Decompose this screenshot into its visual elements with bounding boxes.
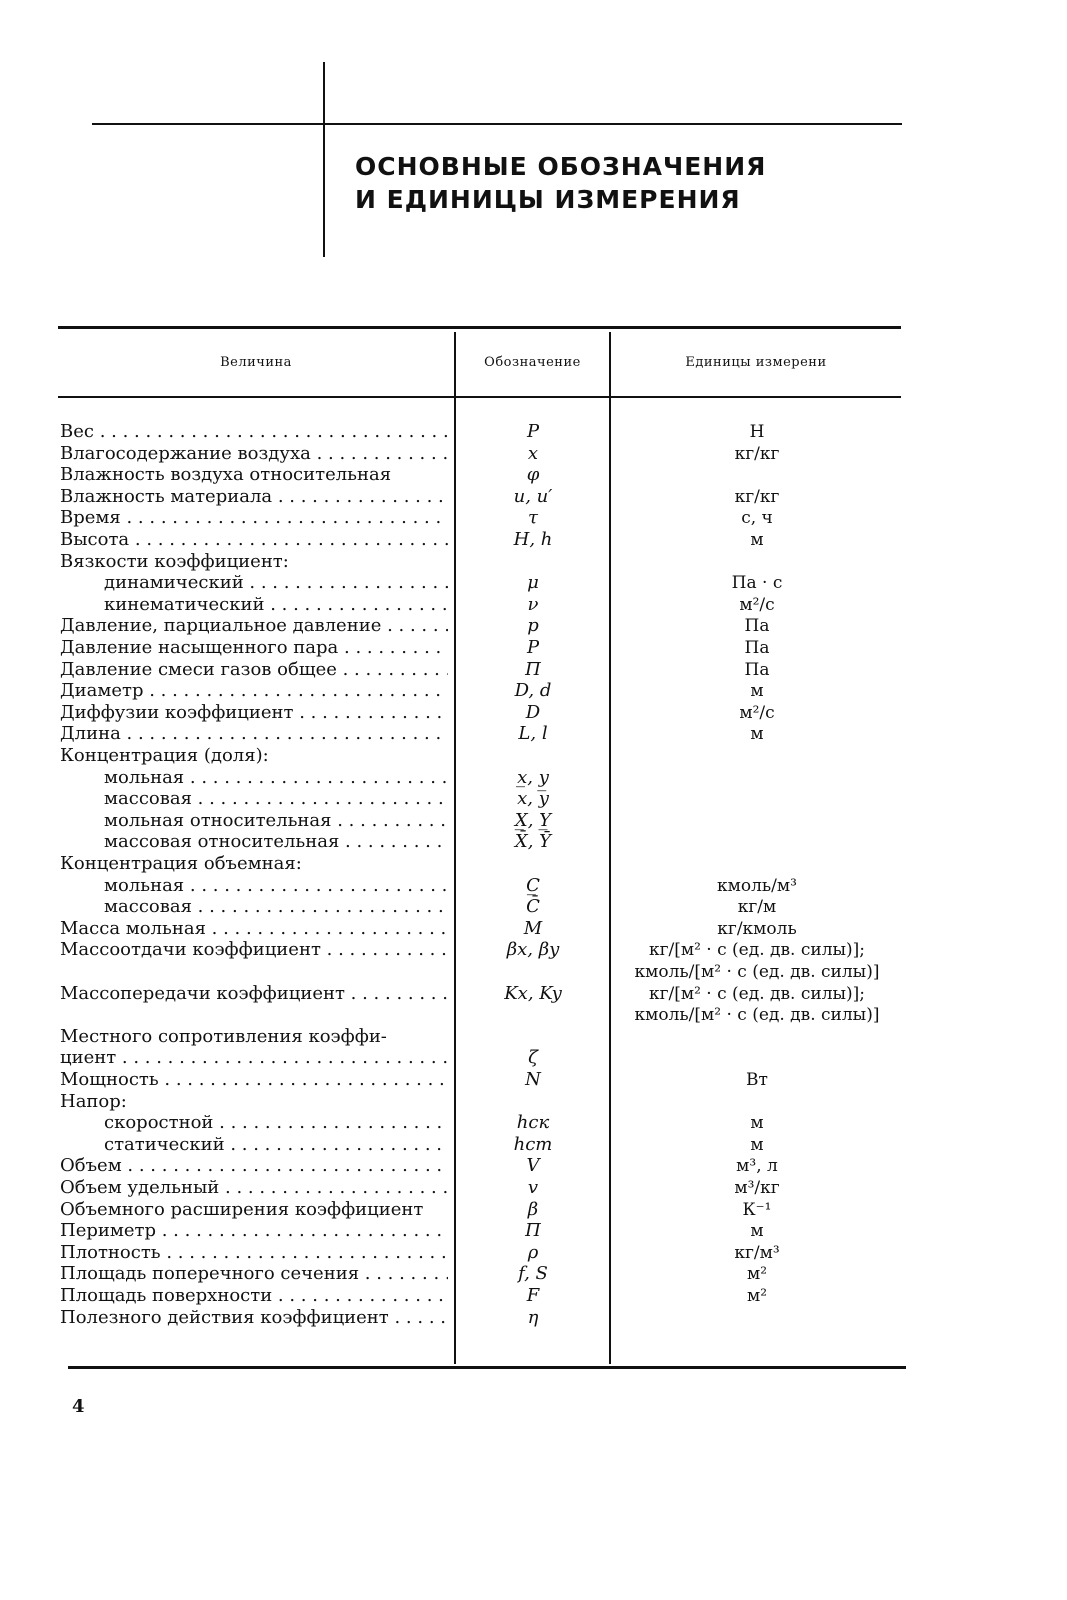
quantity-symbol: η <box>527 1306 539 1328</box>
quantity-symbol: H, h <box>513 529 553 550</box>
table-row <box>60 1091 902 1113</box>
quantity-name: Массопередачи коэффициент . . . <box>60 983 448 1005</box>
quantity-symbol: hск <box>516 1112 550 1134</box>
quantity-symbol: D <box>525 701 541 723</box>
quantity-symbol: D, d <box>514 680 552 702</box>
table-row <box>60 464 902 486</box>
table-row <box>60 1242 902 1264</box>
quantity-symbol: hст <box>513 1133 553 1155</box>
quantity-name: массовая относительная . . . <box>104 831 448 853</box>
quantity-symbol: ν <box>527 593 539 615</box>
quantity-name: мольная . . . <box>104 767 448 789</box>
quantity-name: Вес . . . <box>60 421 448 443</box>
header-vertical-rule <box>323 62 325 257</box>
quantity-name: кинематический . . . <box>104 594 448 616</box>
quantity-symbol: V <box>526 1155 540 1177</box>
quantity-name <box>60 961 448 983</box>
quantity-name: Масса мольная . . . <box>60 918 448 940</box>
table-row <box>60 810 902 832</box>
quantity-symbol: p <box>527 615 539 637</box>
table-row <box>60 1263 902 1285</box>
page-title: ОСНОВНЫЕ ОБОЗНАЧЕНИЯ И ЕДИНИЦЫ ИЗМЕРЕНИЯ <box>355 152 767 214</box>
quantity-unit: м²/с <box>739 594 775 615</box>
quantity-unit: кг/[м² · с (ед. дв. силы)]; <box>648 983 866 1004</box>
quantity-unit: м <box>750 1113 764 1134</box>
quantity-symbol: ρ <box>527 1241 539 1263</box>
table-row <box>60 1199 902 1221</box>
quantity-name: Полезного действия коэффициент . . . <box>60 1307 448 1329</box>
table-row <box>60 1285 902 1307</box>
quantity-name: динамический . . . <box>104 572 448 594</box>
quantity-name: Давление насыщенного пара . . . <box>60 637 448 659</box>
quantity-unit: м³, л <box>736 1156 778 1177</box>
quantity-symbol: x̲, y̲ <box>517 766 549 788</box>
quantity-name: Массоотдачи коэффициент . . . <box>60 939 448 961</box>
table-row <box>60 961 902 983</box>
quantity-name: Вязкости коэффициент: <box>60 550 289 572</box>
quantity-unit: м² <box>746 1264 768 1285</box>
quantity-name: Мощность . . . <box>60 1069 448 1091</box>
column-header-units: Единицы измерени <box>685 355 827 370</box>
quantity-unit: м²/с <box>739 702 775 723</box>
table-row <box>60 1134 902 1156</box>
quantity-unit: кг/кг <box>734 486 780 507</box>
quantity-unit: кг/кг <box>734 443 780 464</box>
quantity-unit: Па <box>744 659 770 680</box>
quantity-symbol: P <box>526 421 540 442</box>
quantity-unit: Па · с <box>731 573 783 594</box>
table-row <box>60 1307 902 1329</box>
quantity-unit: м <box>750 1221 764 1242</box>
table-row <box>60 1155 902 1177</box>
quantity-unit: м³/кг <box>734 1178 780 1198</box>
quantity-name: Местного сопротивления коэффи- <box>60 1025 387 1047</box>
quantity-name: мольная относительная . . . <box>104 810 448 832</box>
table-row <box>60 1026 902 1048</box>
table-row <box>60 1220 902 1242</box>
quantity-symbol: φ <box>526 464 540 486</box>
table-row <box>60 637 902 659</box>
quantity-unit: Вт <box>746 1070 768 1090</box>
quantity-unit: кг/м³ <box>734 1242 780 1263</box>
quantity-name: скоростной . . . <box>104 1112 448 1134</box>
quantity-unit: кмоль/[м² · с (ед. дв. силы)] <box>634 962 880 982</box>
column-header-symbol: Обозначение <box>484 355 581 370</box>
table-row <box>60 702 902 724</box>
quantity-symbol: v <box>527 1177 539 1198</box>
table-row <box>60 853 902 875</box>
quantity-unit: с, ч <box>741 508 773 529</box>
table-row <box>60 443 902 465</box>
quantity-symbol: x <box>527 442 539 464</box>
table-bottom-rule <box>68 1366 906 1369</box>
quantity-symbol: N <box>525 1069 541 1090</box>
table-row <box>60 767 902 789</box>
quantity-name: Высота . . . <box>60 529 448 551</box>
quantity-name: Влажность воздуха относительная <box>60 464 392 486</box>
table-row <box>60 659 902 681</box>
quantity-unit: кг/[м² · с (ед. дв. силы)]; <box>648 940 866 961</box>
table-row <box>60 1004 902 1026</box>
quantity-symbol: Kx, Ky <box>504 982 562 1004</box>
quantity-unit: м <box>750 724 764 745</box>
table-row <box>60 1047 902 1069</box>
table-row <box>60 896 902 918</box>
quantity-unit: Н <box>749 422 765 442</box>
quantity-unit: кмоль/м³ <box>717 875 797 896</box>
table-row <box>60 1112 902 1134</box>
quantity-name: Объемного расширения коэффициент <box>60 1198 424 1220</box>
page-number: 4 <box>72 1396 85 1417</box>
quantity-symbol: ζ <box>528 1047 538 1069</box>
quantity-symbol: u, u′ <box>513 485 553 507</box>
quantity-name: массовая . . . <box>104 896 448 918</box>
quantity-symbol: βx, βy <box>506 939 560 961</box>
quantity-symbol: X̲, Y̲ <box>514 809 552 831</box>
quantity-name: мольная . . . <box>104 875 448 897</box>
table-row <box>60 680 902 702</box>
quantity-symbol: L, l <box>518 723 548 745</box>
column-header-quantity: Величина <box>220 355 292 370</box>
quantity-name: Давление смеси газов общее . . . <box>60 659 448 681</box>
quantity-name: Плотность . . . <box>60 1242 448 1264</box>
table-row <box>60 788 902 810</box>
quantity-unit: м <box>750 530 764 550</box>
quantity-unit: кмоль/[м² · с (ед. дв. силы)] <box>634 1005 880 1026</box>
quantity-symbol: П <box>525 1220 541 1242</box>
quantity-name: Влажность материала . . . <box>60 486 448 508</box>
quantity-symbol: C̄ <box>526 896 540 918</box>
quantity-name: Влагосодержание воздуха . . . <box>60 443 448 465</box>
quantity-name: Периметр . . . <box>60 1220 448 1242</box>
quantity-name: Диаметр . . . <box>60 680 448 702</box>
quantity-name: циент . . . <box>60 1047 448 1069</box>
table-row <box>60 1069 902 1091</box>
quantity-name: Длина . . . <box>60 723 448 745</box>
table-row <box>60 594 902 616</box>
quantity-name: массовая . . . <box>104 788 448 810</box>
quantity-unit: м <box>750 681 764 702</box>
table-row <box>60 507 902 529</box>
quantity-unit: кг/м <box>737 897 777 918</box>
table-row <box>60 723 902 745</box>
quantity-symbol: X̄, Ȳ <box>514 831 552 853</box>
quantity-name: Объем удельный . . . <box>60 1177 448 1199</box>
table-row <box>60 421 902 443</box>
table-row <box>60 615 902 637</box>
quantity-name: статический . . . <box>104 1134 448 1156</box>
quantity-name: Время . . . <box>60 507 448 529</box>
quantity-unit: Па <box>744 616 770 637</box>
table-row <box>60 918 902 940</box>
table-row <box>60 486 902 508</box>
table-row <box>60 983 902 1005</box>
quantity-name: Концентрация (доля): <box>60 745 269 766</box>
quantity-name: Диффузии коэффициент . . . <box>60 702 448 724</box>
table-top-rule <box>58 326 901 329</box>
quantity-unit: м² <box>746 1286 768 1306</box>
quantity-symbol: M <box>523 917 543 939</box>
quantity-symbol: П <box>525 658 541 680</box>
quantity-symbol: f, S <box>518 1263 548 1285</box>
quantity-name: Напор: <box>60 1090 127 1112</box>
table-row <box>60 529 902 551</box>
header-horizontal-rule <box>92 123 902 125</box>
quantity-symbol: μ <box>527 572 539 594</box>
quantity-unit: м <box>750 1134 764 1155</box>
quantity-unit: кг/кмоль <box>717 918 797 939</box>
quantity-symbol: P <box>526 637 540 658</box>
quantity-name: Объем . . . <box>60 1155 448 1177</box>
quantity-symbol: F <box>526 1285 540 1306</box>
table-row <box>60 831 902 853</box>
table-row <box>60 745 902 767</box>
quantity-name: Площадь поверхности . . . <box>60 1285 448 1307</box>
quantity-symbol: C̲ <box>526 874 540 896</box>
table-row <box>60 1177 902 1199</box>
quantity-name <box>60 1004 448 1026</box>
table-row <box>60 572 902 594</box>
table-row <box>60 939 902 961</box>
quantity-unit: К⁻¹ <box>742 1199 772 1220</box>
quantity-name: Площадь поперечного сечения . . . <box>60 1263 448 1285</box>
quantity-symbol: β <box>527 1198 539 1220</box>
table-row <box>60 551 902 573</box>
quantity-symbol: x, y <box>517 788 549 810</box>
quantity-name: Давление, парциальное давление . . . <box>60 615 448 637</box>
quantity-name: Концентрация объемная: <box>60 853 302 874</box>
table-row <box>60 875 902 897</box>
quantity-symbol: τ <box>528 507 538 529</box>
quantity-unit: Па <box>744 638 770 658</box>
table-header-rule <box>58 396 901 398</box>
